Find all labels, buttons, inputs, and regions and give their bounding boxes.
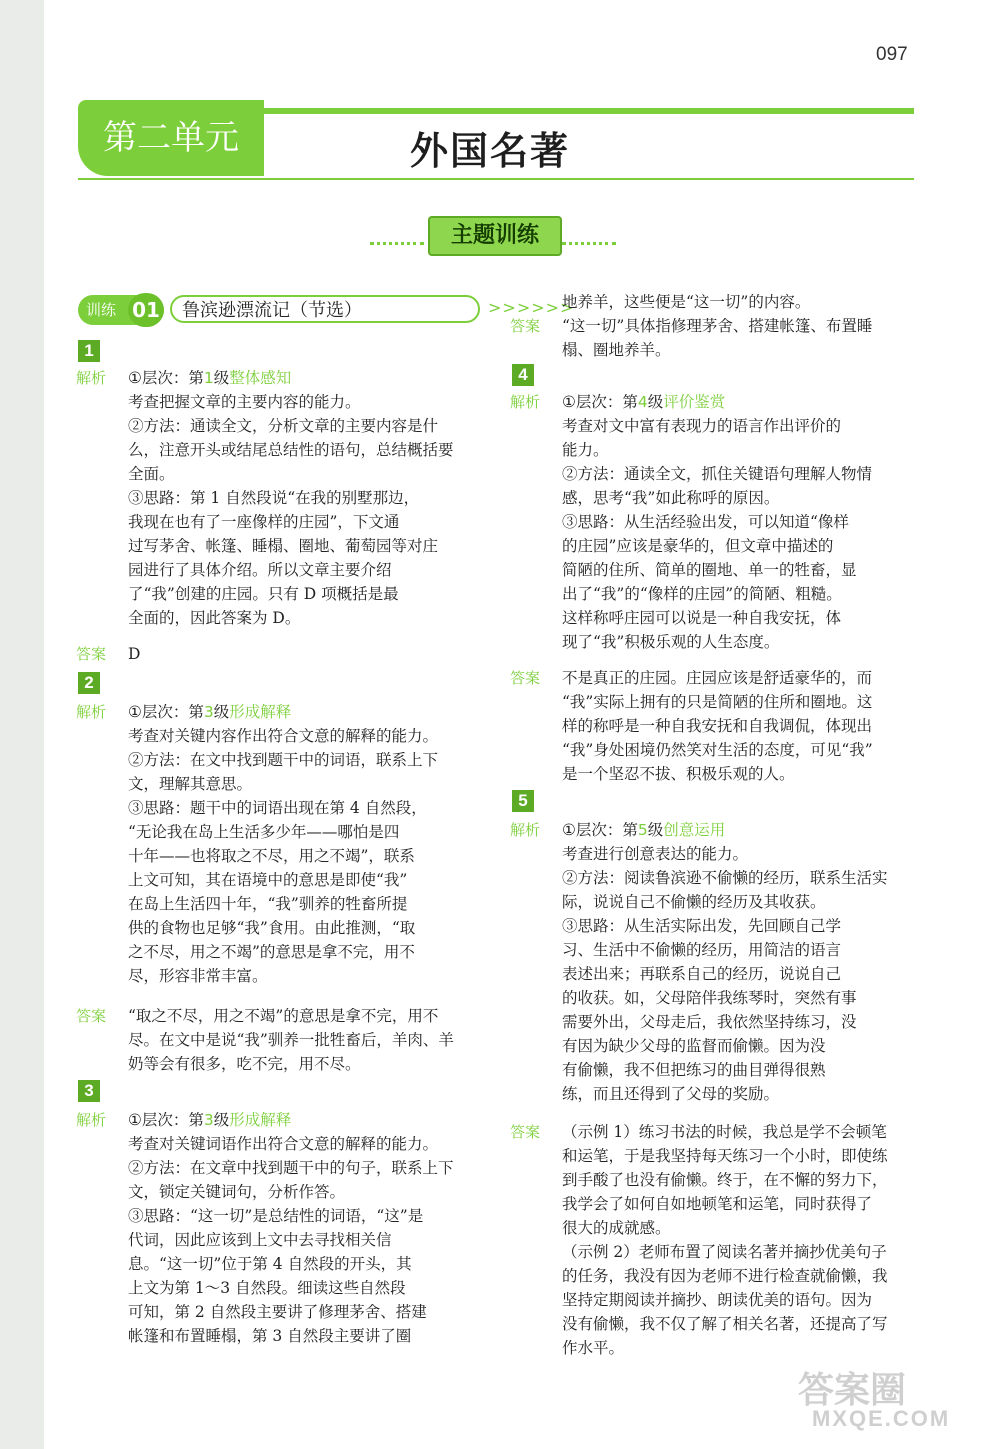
level-line: ①层次：第3级形成解释 — [128, 1111, 292, 1129]
level-line: ①层次：第3级形成解释 — [128, 703, 292, 721]
analysis-line: 供的食物也足够“我”食用。由此推测，“取 — [128, 919, 416, 937]
theme-label: 主题训练 — [428, 216, 562, 256]
analysis-tag: 解析 — [76, 1111, 107, 1129]
analysis-line: 帐篷和布置睡榻，第 3 自然段主要讲了圈 — [128, 1327, 412, 1345]
analysis-line: 在岛上生活四十年，“我”驯养的牲畜所提 — [128, 895, 408, 913]
analysis-line: 的收获。如，父母陪伴我练琴时，突然有事 — [562, 989, 857, 1007]
page-edge-strip — [0, 0, 44, 1449]
training-arrows: >>>>>> — [488, 298, 575, 317]
analysis-line: ②方法：通读全文，分析文章的主要内容是什 — [128, 417, 439, 435]
analysis-line: ②方法：在文章中找到题干中的句子，联系上下 — [128, 1159, 454, 1177]
answer-line: 和运笔，于是我坚持每天练习一个小时，即使练 — [562, 1147, 888, 1165]
question-number: 3 — [78, 1080, 100, 1102]
analysis-line: ②方法：在文中找到题干中的词语，联系上下 — [128, 751, 439, 769]
analysis-line: 表述出来；再联系自己的经历，说说自己 — [562, 965, 842, 983]
analysis-line: ③思路：从生活经验出发，可以知道“像样 — [562, 513, 849, 531]
analysis-line: 的庄园”应该是豪华的，但文章中描述的 — [562, 537, 834, 555]
answer-line: 奶等会有很多，吃不完，用不尽。 — [128, 1055, 361, 1073]
training-title: 鲁滨逊漂流记（节选） — [170, 295, 480, 323]
answer-tag: 答案 — [510, 1123, 541, 1141]
dotted-divider-right — [562, 242, 616, 245]
analysis-line: 考查把握文章的主要内容的能力。 — [128, 393, 361, 411]
analysis-line: 息。“这一切”位于第 4 自然段的开头，其 — [128, 1255, 412, 1273]
analysis-line: 可知，第 2 自然段主要讲了修理茅舍、搭建 — [128, 1303, 427, 1321]
answer-tag: 答案 — [510, 317, 541, 335]
analysis-line: 出了“我”的“像样的庄园”的简陋、粗糙。 — [562, 585, 842, 603]
question-number: 4 — [512, 364, 534, 386]
unit-rule-top — [262, 108, 914, 114]
watermark-url: MXQE.COM — [812, 1406, 951, 1431]
analysis-line: 园进行了具体介绍。所以文章主要介绍 — [128, 561, 392, 579]
answer-line: （示例 1）练习书法的时候，我总是学不会顿笔 — [562, 1123, 887, 1141]
analysis-line: 考查对关键内容作出符合文意的解释的能力。 — [128, 727, 439, 745]
analysis-tag: 解析 — [76, 369, 107, 387]
training-number: 01 — [128, 293, 164, 327]
answer-line: “我”实际上拥有的只是简陋的住所和圈地。这 — [562, 693, 873, 711]
level-line: ①层次：第4级评价鉴赏 — [562, 393, 726, 411]
analysis-line: 上文可知，其在语境中的意思是即使“我” — [128, 871, 408, 889]
analysis-line: “无论我在岛上生活多少年——哪怕是四 — [128, 823, 400, 841]
answer-line: 没有偷懒，我不仅了解了相关名著，还提高了写 — [562, 1315, 888, 1333]
question-number: 5 — [512, 790, 534, 812]
analysis-line: ③思路：第 1 自然段说“在我的别墅那边， — [128, 489, 420, 507]
unit-badge: 第二单元 — [78, 100, 264, 176]
answer-line: 不是真正的庄园。庄园应该是舒适豪华的，而 — [562, 669, 873, 687]
analysis-line: ③思路：“这一切”是总结性的词语，“这”是 — [128, 1207, 424, 1225]
analysis-line: 能力。 — [562, 441, 609, 459]
answer-tag: 答案 — [76, 645, 107, 663]
analysis-line: 需要外出，父母走后，我依然坚持练习，没 — [562, 1013, 857, 1031]
answer-line: “取之不尽，用之不竭”的意思是拿不完，用不 — [128, 1007, 439, 1025]
watermark-logo: 答案圈 — [798, 1370, 907, 1411]
analysis-line: 地养羊，这些便是“这一切”的内容。 — [562, 293, 811, 311]
answer-line: 很大的成就感。 — [562, 1219, 671, 1237]
analysis-line: 现了“我”积极乐观的人生态度。 — [562, 633, 780, 651]
answer-line: 样的称呼是一种自我安抚和自我调侃，体现出 — [562, 717, 873, 735]
analysis-line: 考查进行创意表达的能力。 — [562, 845, 749, 863]
question-number: 2 — [78, 672, 100, 694]
answer-line: “我”身处困境仍然笑对生活的态度，可见“我” — [562, 741, 873, 759]
analysis-line: 全面。 — [128, 465, 175, 483]
analysis-line: 考查对文中富有表现力的语言作出评价的 — [562, 417, 842, 435]
analysis-line: 考查对关键词语作出符合文意的解释的能力。 — [128, 1135, 439, 1153]
analysis-line: 有因为缺少父母的监督而偷懒。因为没 — [562, 1037, 826, 1055]
analysis-line: 简陋的住所、简单的圈地、单一的牲畜，显 — [562, 561, 857, 579]
answer-tag: 答案 — [510, 669, 541, 687]
answer-line: 榻、圈地养羊。 — [562, 341, 671, 359]
analysis-line: 上文为第 1～3 自然段。细读这些自然段 — [128, 1279, 406, 1297]
answer-line: 是一个坚忍不拔、积极乐观的人。 — [562, 765, 795, 783]
training-tag: 训练 — [78, 295, 164, 325]
analysis-line: 文，锁定关键词句，分析作答。 — [128, 1183, 346, 1201]
dotted-divider-left — [370, 242, 424, 245]
analysis-line: 尽，形容非常丰富。 — [128, 967, 268, 985]
analysis-line: ③思路：题干中的词语出现在第 4 自然段， — [128, 799, 427, 817]
analysis-line: 习、生活中不偷懒的经历，用简洁的语言 — [562, 941, 842, 959]
analysis-line: 之不尽，用之不竭”的意思是拿不完，用不 — [128, 943, 415, 961]
analysis-line: 有偷懒，我不但把练习的曲目弹得很熟 — [562, 1061, 826, 1079]
unit-title: 外国名著 — [410, 128, 571, 173]
answer-line: （示例 2）老师布置了阅读名著并摘抄优美句子 — [562, 1243, 887, 1261]
analysis-line: 练，而且还得到了父母的奖励。 — [562, 1085, 780, 1103]
analysis-tag: 解析 — [510, 821, 541, 839]
analysis-tag: 解析 — [510, 393, 541, 411]
analysis-line: 十年——也将取之不尽，用之不竭”，联系 — [128, 847, 415, 865]
answer-line: 作水平。 — [562, 1339, 625, 1357]
answer-tag: 答案 — [76, 1007, 107, 1025]
answer-line: 尽。在文中是说“我”驯养一批牲畜后，羊肉、羊 — [128, 1031, 454, 1049]
unit-rule-bottom — [78, 178, 914, 180]
analysis-line: ②方法：阅读鲁滨逊不偷懒的经历，联系生活实 — [562, 869, 888, 887]
answer-line: D — [128, 645, 141, 663]
level-line: ①层次：第5级创意运用 — [562, 821, 726, 839]
question-number: 1 — [78, 340, 100, 362]
analysis-line: 代词，因此应该到上文中去寻找相关信 — [128, 1231, 392, 1249]
analysis-tag: 解析 — [76, 703, 107, 721]
answer-line: 到手酸了也没有偷懒。终于，在不懈的努力下， — [562, 1171, 888, 1189]
analysis-line: 过写茅舍、帐篷、睡榻、圈地、葡萄园等对庄 — [128, 537, 439, 555]
answer-line: 我学会了如何自如地顿笔和运笔，同时获得了 — [562, 1195, 873, 1213]
analysis-line: 文，理解其意思。 — [128, 775, 253, 793]
analysis-line: 全面的，因此答案为 D。 — [128, 609, 301, 627]
analysis-line: ③思路：从生活实际出发，先回顾自己学 — [562, 917, 842, 935]
analysis-line: 我现在也有了一座像样的庄园”，下文通 — [128, 513, 400, 531]
answer-line: “这一切”具体指修理茅舍、搭建帐篷、布置睡 — [562, 317, 873, 335]
analysis-line: 感，思考“我”如此称呼的原因。 — [562, 489, 780, 507]
answer-line: 坚持定期阅读并摘抄、朗读优美的语句。因为 — [562, 1291, 873, 1309]
level-line: ①层次：第1级整体感知 — [128, 369, 292, 387]
answer-line: 的任务，我没有因为老师不进行检查就偷懒，我 — [562, 1267, 888, 1285]
analysis-line: ②方法：通读全文，抓住关键语句理解人物情 — [562, 465, 873, 483]
analysis-line: 了“我”创建的庄园。只有 D 项概括是最 — [128, 585, 399, 603]
page-number: 097 — [876, 44, 908, 65]
analysis-line: 际，说说自己不偷懒的经历及其收获。 — [562, 893, 826, 911]
analysis-line: 这样称呼庄园可以说是一种自我安抚，体 — [562, 609, 842, 627]
analysis-line: 么，注意开头或结尾总结性的语句，总结概括要 — [128, 441, 454, 459]
